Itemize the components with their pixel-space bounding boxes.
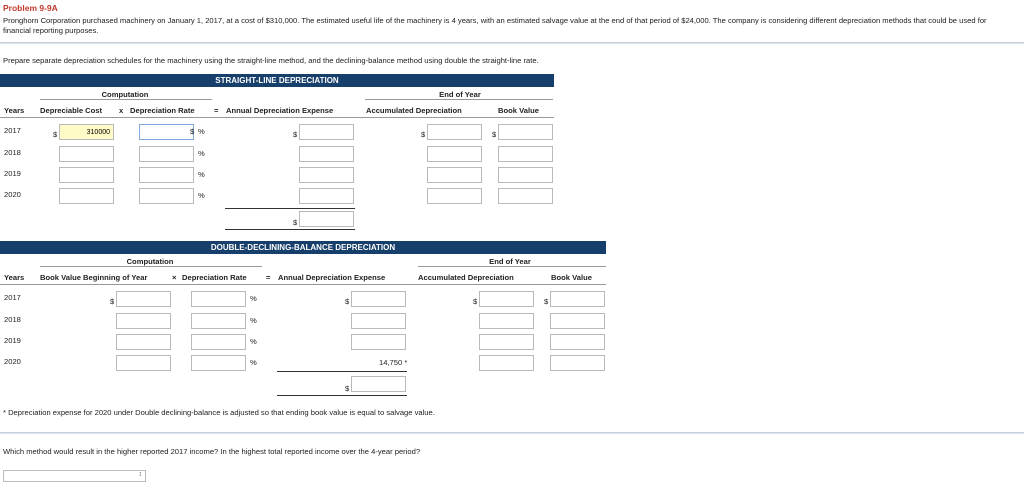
ddb-rate-2019[interactable] — [191, 334, 246, 350]
currency-symbol: $ — [421, 130, 426, 139]
ddb-book-value-beginning-2018[interactable] — [116, 313, 171, 329]
ddb-header-book-value: Book Value — [551, 273, 592, 282]
sl-rate-2020[interactable] — [139, 188, 194, 204]
sl-book-value-2019[interactable] — [498, 167, 553, 183]
sl-expense-2020[interactable] — [299, 188, 354, 204]
sl-header-underline — [0, 117, 554, 118]
sl-depreciable-cost-2020[interactable] — [59, 188, 114, 204]
sl-header-depreciable-cost: Depreciable Cost — [40, 106, 103, 115]
currency-symbol: $ — [473, 297, 478, 306]
sl-total-double-line — [225, 229, 355, 230]
percent-symbol: % — [250, 294, 257, 303]
sl-header-expense: Annual Depreciation Expense — [226, 106, 334, 115]
instructions: Prepare separate depreciation schedules for the machinery using the straight-line method, and the declining-balance method using double the straight-line rate. — [3, 56, 539, 65]
ddb-expense-2019[interactable] — [351, 334, 406, 350]
sl-total-expense[interactable] — [299, 211, 354, 227]
currency-symbol: $ — [345, 297, 350, 306]
sl-header-times: x — [119, 106, 124, 115]
sl-accumulated-2018[interactable] — [427, 146, 482, 162]
ddb-total-expense[interactable] — [351, 376, 406, 392]
sl-header-years: Years — [4, 106, 25, 115]
problem-title: Problem 9-9A — [3, 3, 58, 13]
ddb-title: DOUBLE-DECLINING-BALANCE DEPRECIATION — [210, 243, 396, 252]
ddb-book-value-2019[interactable] — [550, 334, 605, 350]
ddb-title-bar — [0, 241, 606, 254]
ddb-book-value-2017[interactable] — [550, 291, 605, 307]
ddb-year-2018: 2018 — [4, 315, 21, 324]
sl-accumulated-2019[interactable] — [427, 167, 482, 183]
sl-depreciable-cost-2019[interactable] — [59, 167, 114, 183]
ddb-rate-2020[interactable] — [191, 355, 246, 371]
sl-expense-2018[interactable] — [299, 146, 354, 162]
ddb-header-rate: Depreciation Rate — [182, 273, 247, 282]
currency-symbol: $ — [345, 384, 350, 393]
ddb-book-value-beginning-2019[interactable] — [116, 334, 171, 350]
ddb-year-2019: 2019 — [4, 336, 21, 345]
sl-header-rate: Depreciation Rate — [130, 106, 195, 115]
sl-rate-2018[interactable] — [139, 146, 194, 162]
percent-symbol: % — [198, 191, 205, 200]
ddb-header-accumulated: Accumulated Depreciation — [418, 273, 514, 282]
percent-symbol: % — [198, 170, 205, 179]
sl-year-2017: 2017 — [4, 126, 21, 135]
ddb-year-2017: 2017 — [4, 293, 21, 302]
sl-year-2020: 2020 — [4, 190, 21, 199]
percent-symbol: % — [250, 316, 257, 325]
ddb-expense-2018[interactable] — [351, 313, 406, 329]
ddb-header-years: Years — [4, 273, 25, 282]
ddb-header-times: × — [172, 273, 177, 282]
ddb-book-value-2018[interactable] — [550, 313, 605, 329]
currency-symbol: $ — [293, 218, 298, 227]
ddb-book-value-beginning-2017[interactable] — [116, 291, 171, 307]
ddb-accumulated-2019[interactable] — [479, 334, 534, 350]
ddb-header-expense: Annual Depreciation Expense — [278, 273, 386, 282]
sl-book-value-2017[interactable] — [498, 124, 553, 140]
sl-rate-2019[interactable] — [139, 167, 194, 183]
currency-symbol: $ — [190, 127, 195, 136]
ddb-total-double-line — [277, 395, 407, 396]
sl-book-value-2018[interactable] — [498, 146, 553, 162]
percent-symbol: % — [198, 149, 205, 158]
percent-symbol: % — [198, 127, 205, 136]
ddb-accumulated-2017[interactable] — [479, 291, 534, 307]
sl-rate-2017[interactable] — [139, 124, 194, 140]
ddb-computation-underline — [40, 266, 262, 267]
currency-symbol: $ — [293, 130, 298, 139]
currency-symbol: $ — [110, 297, 115, 306]
sl-total-line — [225, 208, 355, 209]
ddb-year-2020: 2020 — [4, 357, 21, 366]
sl-header-equals: = — [214, 106, 219, 115]
ddb-expense-2017[interactable] — [351, 291, 406, 307]
select-arrows-icon: ↕ — [138, 471, 142, 478]
sl-computation-label: Computation — [101, 90, 149, 99]
ddb-accumulated-2018[interactable] — [479, 313, 534, 329]
ddb-end-of-year-label: End of Year — [489, 257, 531, 266]
currency-symbol: $ — [53, 130, 58, 139]
ddb-accumulated-2020[interactable] — [479, 355, 534, 371]
sl-end-of-year-label: End of Year — [439, 90, 481, 99]
sl-expense-2019[interactable] — [299, 167, 354, 183]
ddb-header-book-value-beginning: Book Value Beginning of Year — [40, 273, 148, 282]
question-text: Which method would result in the higher reported 2017 income? In the highest total reported income over the 4-year period? — [3, 447, 421, 456]
sl-accumulated-2020[interactable] — [427, 188, 482, 204]
sl-depreciable-cost-2017[interactable] — [59, 124, 114, 140]
ddb-rate-2018[interactable] — [191, 313, 246, 329]
sl-expense-2017[interactable] — [299, 124, 354, 140]
problem-description: Pronghorn Corporation purchased machinery on January 1, 2017, at a cost of $310,000. The estimated useful life of the machinery is 4 years, with an estimated salvage value at the end of that period of $24,000. The company is considering different depreciation methods that could be used for financial reporting purposes. — [3, 16, 987, 35]
ddb-expense-2020-value: 14,750 * — [379, 358, 408, 367]
ddb-rate-2017[interactable] — [191, 291, 246, 307]
sl-header-accumulated: Accumulated Depreciation — [366, 106, 462, 115]
ddb-header-underline — [0, 284, 606, 285]
sl-depreciable-cost-2018[interactable] — [59, 146, 114, 162]
ddb-book-value-beginning-2020[interactable] — [116, 355, 171, 371]
straight-line-title-bar — [0, 74, 554, 87]
percent-symbol: % — [250, 358, 257, 367]
sl-book-value-2020[interactable] — [498, 188, 553, 204]
ddb-book-value-2020[interactable] — [550, 355, 605, 371]
sl-year-2019: 2019 — [4, 169, 21, 178]
ddb-computation-label: Computation — [126, 257, 174, 266]
ddb-header-equals: = — [266, 273, 271, 282]
straight-line-title: STRAIGHT-LINE DEPRECIATION — [215, 76, 339, 85]
currency-symbol: $ — [492, 130, 497, 139]
method-select[interactable] — [3, 470, 146, 482]
footnote: * Depreciation expense for 2020 under Double declining-balance is adjusted so that ending book value is equal to salvage value. — [3, 408, 435, 417]
ddb-end-of-year-underline — [418, 266, 606, 267]
ddb-total-line — [277, 371, 407, 372]
sl-accumulated-2017[interactable] — [427, 124, 482, 140]
currency-symbol: $ — [544, 297, 549, 306]
divider — [0, 432, 1024, 434]
divider — [0, 42, 1024, 44]
percent-symbol: % — [250, 337, 257, 346]
sl-header-book-value: Book Value — [498, 106, 539, 115]
sl-year-2018: 2018 — [4, 148, 21, 157]
sl-end-of-year-underline — [365, 99, 553, 100]
sl-computation-underline — [40, 99, 212, 100]
